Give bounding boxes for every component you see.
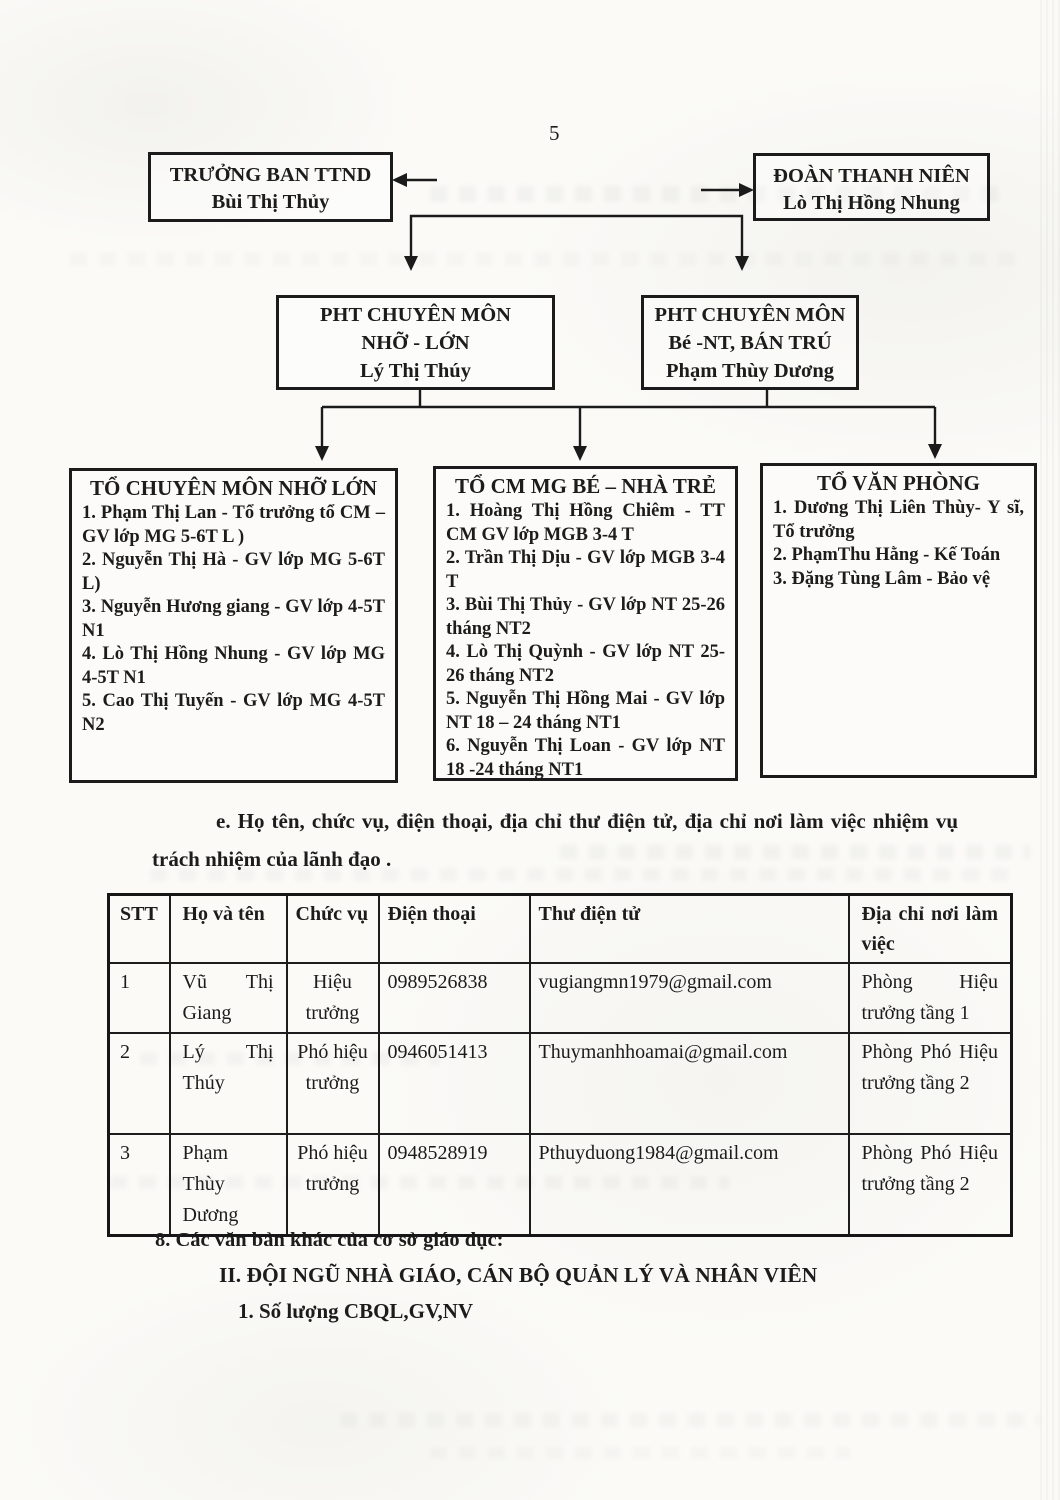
cell-office: Phòng Phó Hiệu trưởng tầng 2 <box>849 1134 1012 1236</box>
box-pht-nho-lon <box>276 295 555 390</box>
elbow-connector-top <box>411 216 742 258</box>
cell-email: Pthuyduong1984@gmail.com <box>530 1134 849 1236</box>
cell-stt: 1 <box>109 963 170 1033</box>
box-title: ĐOÀN THANH NIÊN <box>773 165 970 187</box>
member-item: 5. Nguyễn Thị Hồng Mai - GV lớp NT 18 – 24 tháng NT1 <box>446 689 725 733</box>
table-row <box>109 963 1012 1033</box>
heading-staff-section: II. ĐỘI NGŨ NHÀ GIÁO, CÁN BỘ QUẢN LÝ VÀ NHÂN VIÊN <box>219 1263 818 1287</box>
cell-office: Phòng Hiệu trưởng tầng 1 <box>849 963 1012 1033</box>
member-item: 1. Dương Thị Liên Thùy- Y sĩ, Tổ trưởng <box>773 498 1024 542</box>
scan-bleed-artifact <box>340 1413 1040 1427</box>
box-doan-thanh-nien <box>753 153 990 221</box>
member-item: 4. Lò Thị Quỳnh - GV lớp NT 25-26 tháng NT2 <box>446 642 725 686</box>
box-to-van-phong <box>760 463 1037 778</box>
box-to-chuyen-mon-nho-lon <box>69 468 398 783</box>
box-person: Lò Thị Hồng Nhung <box>783 192 960 214</box>
dept-title: TỔ CM MG BÉ – NHÀ TRẺ <box>455 474 716 498</box>
heading-staff-count: 1. Số lượng CBQL,GV,NV <box>238 1299 474 1323</box>
box-to-cm-mg-be-nha-tre <box>433 466 738 781</box>
cell-title: Hiệu trưởng <box>287 963 379 1033</box>
cell-office: Phòng Phó Hiệu trưởng tầng 2 <box>849 1033 1012 1134</box>
elbow-connector-bottom <box>322 390 935 448</box>
cell-name: Phạm Thùy Dương <box>170 1134 287 1236</box>
table-header-row <box>109 895 1012 964</box>
header-ho-va-ten: Họ và tên <box>170 895 287 964</box>
box-person: Lý Thị Thúy <box>360 360 471 382</box>
header-stt: STT <box>109 895 170 964</box>
member-item: 2. Trần Thị Dịu - GV lớp MGB 3-4 T <box>446 548 725 592</box>
member-item: 5. Cao Thị Tuyến - GV lớp MG 4-5T N2 <box>82 691 385 735</box>
cell-phone: 0948528919 <box>379 1134 530 1236</box>
cell-stt: 2 <box>109 1033 170 1134</box>
dept-title: TỔ VĂN PHÒNG <box>817 471 980 495</box>
page-number: 5 <box>549 121 560 145</box>
cell-name: Vũ Thị Giang <box>170 963 287 1033</box>
header-dien-thoai: Điện thoại <box>379 895 530 964</box>
heading-other-documents: 8. Các văn bản khác của cơ sở giáo dục: <box>155 1229 504 1251</box>
member-item: 3. Bùi Thị Thủy - GV lớp NT 25-26 tháng NT2 <box>446 595 725 639</box>
member-item: 2. PhạmThu Hằng - Kế Toán <box>773 545 1001 565</box>
box-person: Bùi Thị Thủy <box>211 191 330 213</box>
arrowhead-down <box>315 446 329 461</box>
cell-email: vugiangmn1979@gmail.com <box>530 963 849 1033</box>
arrowhead-right <box>739 183 754 197</box>
cell-stt: 3 <box>109 1134 170 1236</box>
section-e-paragraph: e. Họ tên, chức vụ, điện thoại, địa chỉ thư điện tử, địa chỉ nơi làm việc nhiệm vụ trách nhiệm của lãnh đạo . <box>152 809 958 871</box>
arrowhead-down <box>928 444 942 459</box>
arrowhead-down <box>404 256 418 271</box>
member-item: 3. Đặng Tùng Lâm - Bảo vệ <box>773 568 991 589</box>
box-truong-ban-ttnd <box>148 152 393 222</box>
header-dia-chi: Địa chỉ nơi làm việc <box>849 895 1012 964</box>
box-title: TRƯỞNG BAN TTND <box>169 164 372 186</box>
member-item: 4. Lò Thị Hồng Nhung - GV lớp MG 4-5T N1 <box>82 644 385 688</box>
cell-email: Thuymanhhoamai@gmail.com <box>530 1033 849 1134</box>
box-person: Phạm Thùy Dương <box>666 360 834 382</box>
cell-name: Lý Thị Thúy <box>170 1033 287 1134</box>
box-title: PHT CHUYÊN MÔN <box>320 304 511 326</box>
arrowhead-left <box>392 173 407 187</box>
member-item: 1. Phạm Thị Lan - Tổ trưởng tổ CM – GV lớp MG 5-6T L ) <box>82 503 385 547</box>
header-chuc-vu: Chức vụ <box>287 895 379 964</box>
cell-phone: 0989526838 <box>379 963 530 1033</box>
header-thu-dien-tu: Thư điện tử <box>530 895 849 964</box>
member-item: 1. Hoàng Thị Hồng Chiêm - TT CM GV lớp MGB 3-4 T <box>446 501 725 545</box>
table-row <box>109 1033 1012 1134</box>
dept-title: TỔ CHUYÊN MÔN NHỠ LỚN <box>89 476 377 500</box>
box-subtitle: NHỠ - LỚN <box>361 332 470 354</box>
member-item: 3. Nguyễn Hương giang - GV lớp 4-5T N1 <box>82 597 385 641</box>
box-subtitle: Bé -NT, BÁN TRÚ <box>668 332 832 354</box>
member-item: 2. Nguyễn Thị Hà - GV lớp MG 5-6T L) <box>82 550 385 594</box>
member-item: 6. Nguyễn Thị Loan - GV lớp NT 18 -24 tháng NT1 <box>446 736 725 780</box>
cell-title: Phó hiệu trưởng <box>287 1134 379 1236</box>
cell-phone: 0946051413 <box>379 1033 530 1134</box>
box-title: PHT CHUYÊN MÔN <box>654 304 846 326</box>
arrowhead-down <box>735 256 749 271</box>
arrowhead-down <box>573 446 587 461</box>
box-pht-be-nt-ban-tru <box>641 295 859 390</box>
table-row <box>109 1134 1012 1236</box>
scan-bleed-artifact <box>430 1447 850 1459</box>
cell-title: Phó hiệu trưởng <box>287 1033 379 1134</box>
leadership-contact-table <box>107 893 1013 1237</box>
